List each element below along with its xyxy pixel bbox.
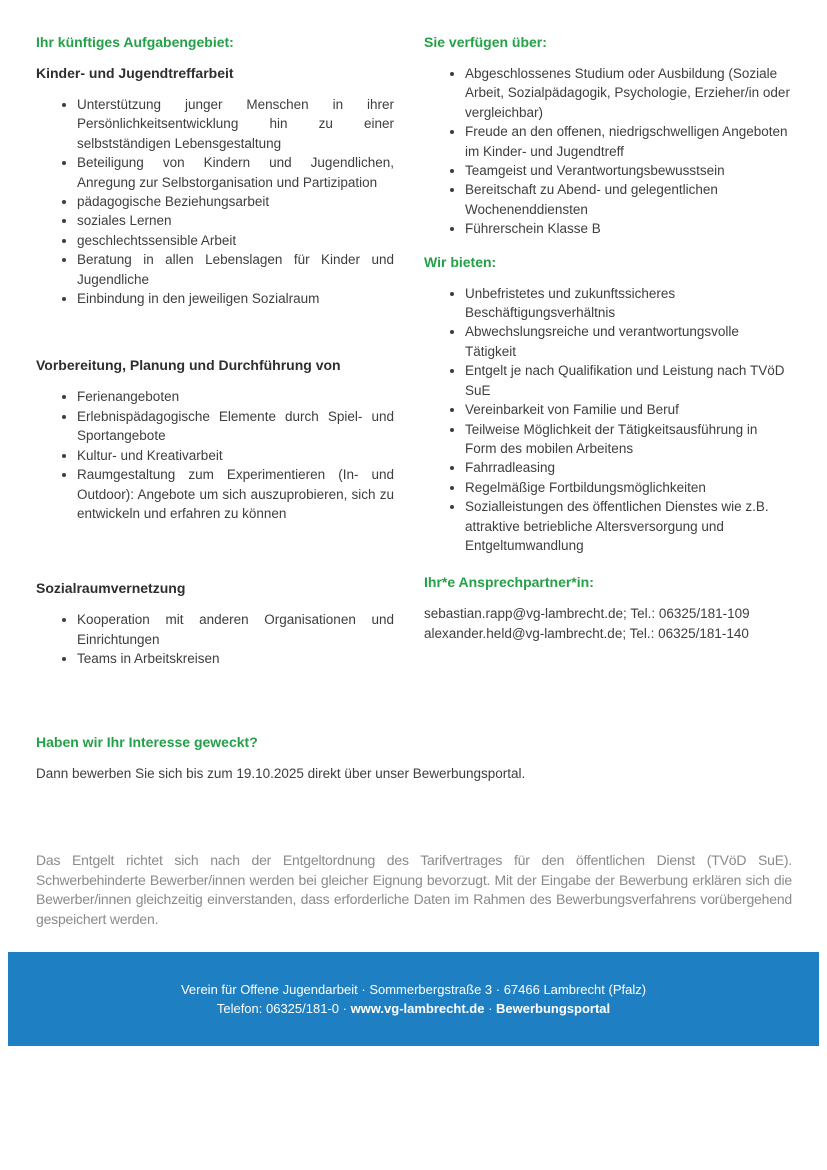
list-item: • Bereitschaft zu Abend- und gelegentlichen Wochenenddiensten — [465, 180, 792, 219]
right-column — [424, 33, 792, 643]
contact-lines — [424, 604, 792, 643]
offer-heading: Wir bieten: — [424, 253, 497, 270]
list-item: • Fahrradleasing — [465, 458, 792, 477]
list-item: • geschlechtssensible Arbeit — [77, 231, 394, 250]
list-item: • Raumgestaltung zum Experimentieren (In- und Outdoor): Angebote um sich auszuprobieren, sich zu entwickeln und erfahren zu können — [77, 465, 394, 523]
footer-separator: · — [484, 1001, 497, 1017]
contact-line: sebastian.rapp@vg-lambrecht.de; Tel.: 06325/181-109 — [424, 606, 750, 622]
list-item: • Unterstützung junger Menschen in ihrer Persönlichkeitsentwicklung hin zu einer selbstständigen Lebensgestaltung — [77, 95, 394, 153]
network-subheading: Sozialraumvernetzung — [36, 580, 186, 597]
left-column — [36, 33, 394, 669]
list-item: • Teams in Arbeitskreisen — [77, 649, 394, 668]
list-item: • Freude an den offenen, niedrigschwelligen Angeboten im Kinder- und Jugendtreff — [465, 122, 792, 161]
footer-phone: Telefon: 06325/181-0 · — [216, 1001, 351, 1017]
list-item: • Einbindung in den jeweiligen Sozialraum — [77, 289, 394, 308]
bewerbungsportal-link[interactable]: Bewerbungsportal — [496, 1001, 611, 1017]
offer-section — [424, 253, 792, 556]
list-item: • Entgelt je nach Qualifikation und Leistung nach TVöD SuE — [465, 361, 792, 400]
list-item: • soziales Lernen — [77, 211, 394, 230]
network-bullet-list — [36, 610, 394, 668]
footer-address-line: Verein für Offene Jugendarbeit · Sommerbergstraße 3 · 67466 Lambrecht (Pfalz) — [180, 982, 647, 998]
preparation-subheading: Vorbereitung, Planung und Durchführung von — [36, 357, 341, 374]
profile-heading: Sie verfügen über: — [424, 34, 547, 50]
list-item: • Vereinbarkeit von Familie und Beruf — [465, 400, 792, 419]
list-item: • Sozialleistungen des öffentlichen Dienstes wie z.B. attraktive betriebliche Altersversorgung und Entgeltumwandlung — [465, 497, 792, 555]
list-item: • Kultur- und Kreativarbeit — [77, 446, 394, 465]
footer — [8, 952, 819, 1046]
legal-paragraph: Das Entgelt richtet sich nach der Entgeltordnung des Tarifvertrages für den öffentlichen Dienst (TVöD SuE). Schwerbehinderte Bewerber/innen werden bei gleicher Eignung bevorzugt. Mit der Eingabe der Bewerbung erklären sich die Bewerber/innen gleichzeitig einverstanden, dass erforderliche Daten im Rahmen des Bewerbungsverfahrens vorübergehend gespeichert werden. — [36, 852, 792, 927]
profile-section — [424, 33, 792, 239]
list-item: • Ferienangeboten — [77, 387, 394, 406]
two-column-layout — [36, 33, 792, 673]
contact-line: alexander.held@vg-lambrecht.de; Tel.: 06325/181-140 — [424, 625, 749, 641]
list-item: • Regelmäßige Fortbildungsmöglichkeiten — [465, 478, 792, 497]
preparation-section — [36, 356, 394, 523]
list-item: • Führerschein Klasse B — [465, 219, 792, 238]
list-item: • Abgeschlossenes Studium oder Ausbildung (Soziale Arbeit, Sozialpädagogik, Psychologie, Erzieher/in oder vergleichbar) — [465, 64, 792, 122]
tasks-subheading: Kinder- und Jugendtreffarbeit — [36, 65, 234, 81]
list-item: • Beteiligung von Kindern und Jugendlichen, Anregung zur Selbstorganisation und Partizipation — [77, 153, 394, 192]
profile-bullet-list — [424, 64, 792, 239]
list-item: • Abwechslungsreiche und verantwortungsvolle Tätigkeit — [465, 322, 792, 361]
list-item: • Unbefristetes und zukunftssicheres Beschäftigungsverhältnis — [465, 284, 792, 323]
list-item: • Teilweise Möglichkeit der Tätigkeitsausführung in Form des mobilen Arbeitens — [465, 420, 792, 459]
tasks-bullet-list — [36, 95, 394, 308]
tasks-section — [36, 33, 394, 308]
list-item: • Kooperation mit anderen Organisationen und Einrichtungen — [77, 610, 394, 649]
interest-heading: Haben wir Ihr Interesse geweckt? — [36, 734, 258, 750]
list-item: • Teamgeist und Verantwortungsbewusstsein — [465, 161, 792, 180]
footer-contact-line — [217, 999, 610, 1018]
list-item: • pädagogische Beziehungsarbeit — [77, 192, 394, 211]
website-link[interactable]: www.vg-lambrecht.de — [350, 1001, 485, 1017]
list-item: • Beratung in allen Lebenslagen für Kinder und Jugendliche — [77, 250, 394, 289]
apply-instruction: Dann bewerben Sie sich bis zum 19.10.2025 direkt über unser Bewerbungsportal. — [36, 766, 526, 781]
list-item: • Erlebnispädagogische Elemente durch Spiel- und Sportangebote — [77, 407, 394, 446]
offer-bullet-list — [424, 284, 792, 556]
network-section — [36, 579, 394, 668]
tasks-heading: Ihr künftiges Aufgabengebiet: — [36, 34, 234, 50]
closing-section — [36, 733, 792, 783]
preparation-bullet-list — [36, 387, 394, 523]
contact-heading: Ihr*e Ansprechpartner*in: — [424, 574, 594, 591]
contact-section — [424, 573, 792, 643]
